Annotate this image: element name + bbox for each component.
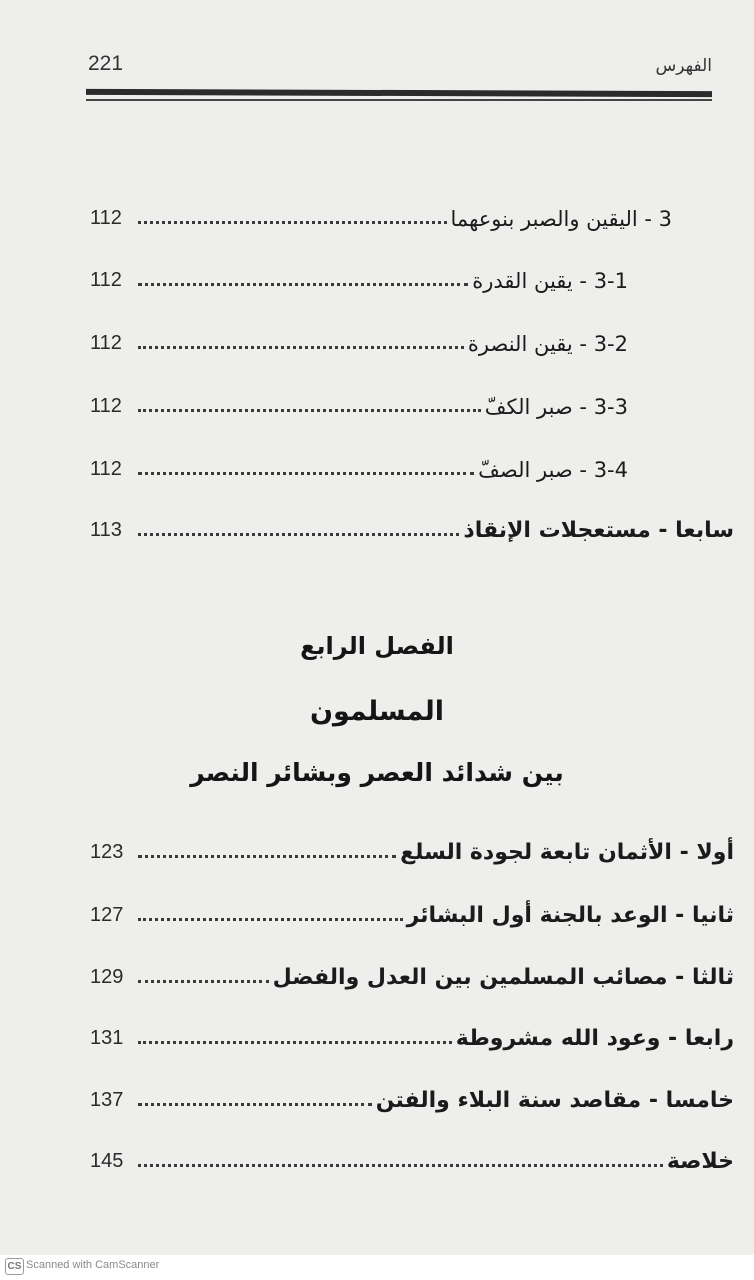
toc-page-number: 137 xyxy=(90,1089,124,1111)
dot-leader xyxy=(138,346,464,349)
toc-page-number: 127 xyxy=(90,904,124,926)
dot-leader xyxy=(138,221,447,224)
toc-row xyxy=(90,508,734,548)
toc-page-number: 123 xyxy=(90,841,124,863)
header-rule-thin xyxy=(86,99,712,101)
toc-row xyxy=(90,321,628,361)
page-number: 221 xyxy=(88,52,124,75)
toc-row xyxy=(90,1078,734,1118)
dot-leader xyxy=(138,855,396,858)
toc-page-number: 112 xyxy=(90,269,122,291)
toc-page-number: 113 xyxy=(90,519,122,541)
toc-page-number: 112 xyxy=(90,395,122,417)
toc-row xyxy=(90,258,628,298)
toc-entry-title: رابعا - وعود الله مشروطة xyxy=(455,1026,734,1051)
toc-entry-title: خلاصة xyxy=(666,1149,734,1174)
dot-leader xyxy=(138,409,481,412)
toc-entry-title: 3-3 - صبر الكفّ xyxy=(484,395,628,419)
scanner-watermark-text: Scanned with CamScanner xyxy=(26,1259,160,1271)
toc-row xyxy=(90,1016,734,1056)
toc-entry-title: 3-2 - يقين النصرة xyxy=(467,332,628,356)
toc-entry-title: خامسا - مقاصد سنة البلاء والفتن xyxy=(375,1088,734,1113)
toc-row xyxy=(90,196,672,236)
toc-entry-title: سابعا - مستعجلات الإنقاذ xyxy=(463,518,734,543)
chapter-title: المسلمون xyxy=(309,696,445,727)
toc-row xyxy=(90,955,734,995)
dot-leader xyxy=(138,1041,452,1044)
dot-leader xyxy=(138,472,474,475)
toc-row xyxy=(90,447,628,487)
toc-row xyxy=(90,830,734,870)
chapter-label: الفصل الرابع xyxy=(300,632,454,660)
toc-entry-title: 3-1 - يقين القدرة xyxy=(472,269,628,293)
dot-leader xyxy=(138,980,269,983)
dot-leader xyxy=(138,1103,372,1106)
dot-leader xyxy=(138,1164,663,1167)
camscanner-logo-icon: CS xyxy=(5,1258,24,1275)
toc-entry-title: ثالثا - مصائب المسلمين بين العدل والفضل xyxy=(272,965,734,990)
toc-entry-title: 3 - اليقين والصبر بنوعهما xyxy=(450,207,672,231)
toc-row xyxy=(90,384,628,424)
dot-leader xyxy=(138,283,468,286)
header-rule-thick xyxy=(86,89,712,97)
dot-leader xyxy=(138,533,459,536)
toc-entry-title: أولا - الأثمان تابعة لجودة السلع xyxy=(400,840,734,865)
toc-row xyxy=(90,893,734,933)
toc-page-number: 131 xyxy=(90,1027,124,1049)
toc-page-number: 129 xyxy=(90,966,124,988)
toc-page-number: 145 xyxy=(90,1150,124,1172)
running-title: الفهرس xyxy=(655,56,712,76)
toc-page-number: 112 xyxy=(90,458,122,480)
dot-leader xyxy=(138,918,403,921)
chapter-subtitle: بين شدائد العصر وبشائر النصر xyxy=(190,758,564,787)
toc-page-number: 112 xyxy=(90,207,122,229)
toc-page-number: 112 xyxy=(90,332,122,354)
toc-row xyxy=(90,1139,734,1179)
toc-entry-title: ثانيا - الوعد بالجنة أول البشائر xyxy=(406,903,734,928)
scanner-footer xyxy=(0,1255,754,1280)
toc-entry-title: 3-4 - صبر الصفّ xyxy=(478,458,628,482)
